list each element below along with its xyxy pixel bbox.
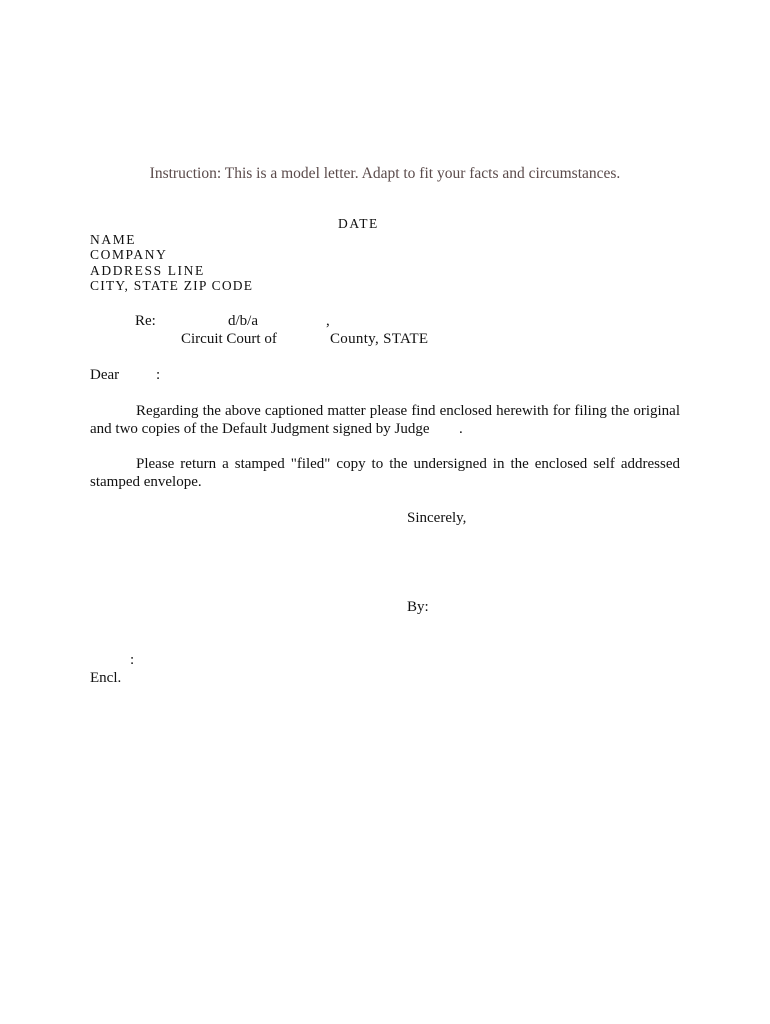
re-county-state: County, STATE bbox=[330, 331, 429, 347]
recipient-address-line: ADDRESS LINE bbox=[90, 263, 205, 278]
paragraph-1-period: . bbox=[459, 421, 463, 437]
paragraph-1-line-2: and two copies of the Default Judgment signed by Judge bbox=[90, 421, 430, 437]
signature-by-label: By: bbox=[407, 599, 429, 615]
enclosure-notation: Encl. bbox=[90, 670, 122, 686]
paragraph-2-line-2: stamped envelope. bbox=[90, 474, 202, 490]
salutation-colon: : bbox=[156, 367, 161, 383]
recipient-company: COMPANY bbox=[90, 247, 168, 262]
closing-sincerely: Sincerely, bbox=[407, 510, 467, 526]
re-dba: d/b/a bbox=[228, 313, 258, 329]
salutation-dear: Dear bbox=[90, 367, 120, 383]
paragraph-1-line-1: Regarding the above captioned matter please find enclosed herewith for filing the original bbox=[136, 403, 680, 419]
re-circuit-court: Circuit Court of bbox=[181, 331, 277, 347]
typist-initials-colon: : bbox=[130, 652, 135, 668]
re-label: Re: bbox=[135, 313, 156, 329]
recipient-name: NAME bbox=[90, 232, 137, 247]
paragraph-2-line-1: Please return a stamped "filed" copy to the undersigned in the enclosed self addressed bbox=[136, 456, 680, 472]
letter-date: DATE bbox=[338, 216, 379, 231]
re-comma: , bbox=[326, 313, 330, 329]
instruction-note: Instruction: This is a model letter. Adapt to fit your facts and circumstances. bbox=[149, 165, 621, 182]
recipient-city-state-zip: CITY, STATE ZIP CODE bbox=[90, 278, 254, 293]
